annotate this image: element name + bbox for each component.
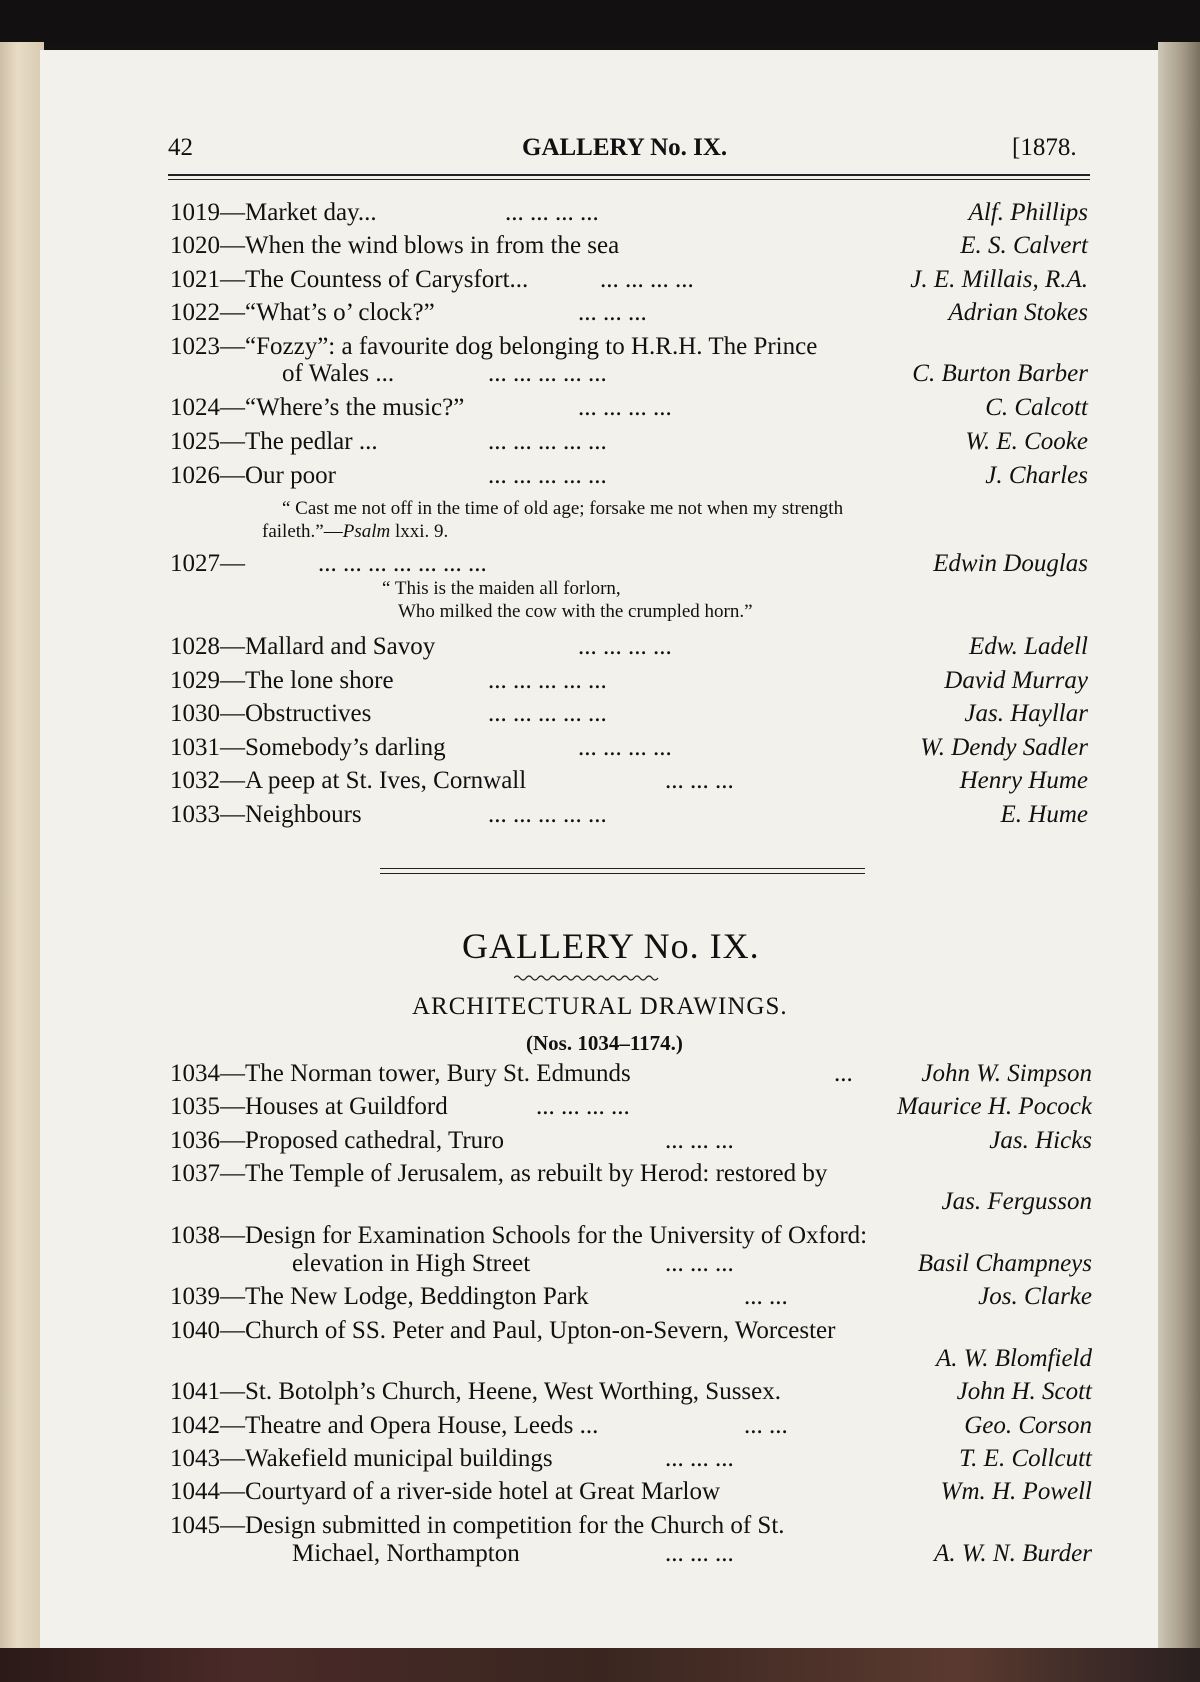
leader-dots: ... ... ... ...: [600, 266, 694, 293]
artist-name: Henry Hume: [959, 767, 1088, 794]
artist-name: W. E. Cooke: [965, 428, 1088, 455]
leader-dots: ... ... ... ...: [578, 734, 672, 761]
quotation-line: “ This is the maiden all forlorn,: [382, 578, 621, 599]
catalogue-entry: 1040—Church of SS. Peter and Paul, Upton-on-Severn, Worcester: [170, 1317, 836, 1344]
leader-dots: ... ... ... ... ...: [488, 462, 607, 489]
artist-name: Wm. H. Powell: [940, 1478, 1092, 1505]
book-cover-edge: [0, 1648, 1200, 1682]
catalogue-entry-continuation: Michael, Northampton: [292, 1540, 520, 1567]
leader-dots: ... ...: [744, 1283, 788, 1310]
artist-name: A. W. Blomfield: [935, 1345, 1092, 1372]
artist-name: E. S. Calvert: [960, 232, 1088, 259]
artist-name: Geo. Corson: [964, 1412, 1092, 1439]
artist-name: John H. Scott: [956, 1378, 1092, 1405]
heading-wavy-rule: [514, 974, 660, 982]
leader-dots: ... ... ...: [665, 767, 734, 794]
artist-name: Adrian Stokes: [948, 299, 1088, 326]
artist-name: E. Hume: [1000, 801, 1088, 828]
artist-name: A. W. N. Burder: [934, 1540, 1092, 1567]
catalogue-entry: 1033—Neighbours: [170, 801, 362, 828]
catalogue-entry: 1043—Wakefield municipal buildings: [170, 1445, 553, 1472]
artist-name: C. Calcott: [985, 394, 1088, 421]
artist-name: Edwin Douglas: [933, 550, 1088, 577]
top-shadow-band: [0, 0, 1200, 42]
artist-name: David Murray: [944, 667, 1088, 694]
artist-name: C. Burton Barber: [912, 360, 1088, 387]
catalogue-entry: 1032—A peep at St. Ives, Cornwall: [170, 767, 527, 794]
catalogue-entry: 1020—When the wind blows in from the sea: [170, 232, 620, 259]
catalogue-entry: 1026—Our poor: [170, 462, 336, 489]
catalogue-entry: 1029—The lone shore: [170, 667, 394, 694]
artist-name: Jos. Clarke: [978, 1283, 1092, 1310]
quotation-text: faileth.”—: [262, 521, 343, 542]
section-subtitle: ARCHITECTURAL DRAWINGS.: [412, 993, 788, 1020]
header-rule-lower: [168, 179, 1090, 180]
leader-dots: ... ... ... ...: [578, 633, 672, 660]
catalogue-entry: 1019—Market day...: [170, 199, 377, 226]
leader-dots: ... ... ...: [665, 1250, 734, 1277]
page-number: 42: [168, 134, 193, 161]
catalogue-entry: 1028—Mallard and Savoy: [170, 633, 436, 660]
artist-name: J. E. Millais, R.A.: [910, 266, 1088, 293]
leader-dots: ... ... ... ... ...: [488, 428, 607, 455]
quotation-line: Who milked the cow with the crumpled horn.”: [398, 601, 753, 622]
catalogue-entry: 1037—The Temple of Jerusalem, as rebuilt by Herod: restored by: [170, 1160, 828, 1187]
catalogue-entry: 1025—The pedlar ...: [170, 428, 378, 455]
artist-name: Jas. Fergusson: [941, 1188, 1092, 1215]
artist-name: J. Charles: [985, 462, 1088, 489]
page-edge-shadow: [1158, 42, 1200, 1648]
catalogue-entry: 1038—Design for Examination Schools for the University of Oxford:: [170, 1222, 868, 1249]
quotation-reference: lxxi. 9.: [390, 521, 449, 542]
running-year: [1878.: [1012, 134, 1077, 161]
artist-name: W. Dendy Sadler: [920, 734, 1088, 761]
artist-name: Maurice H. Pocock: [896, 1093, 1092, 1120]
leader-dots: ...: [834, 1060, 853, 1087]
leader-dots: ... ... ... ...: [536, 1093, 630, 1120]
leader-dots: ... ... ... ... ... ... ...: [318, 550, 487, 577]
leader-dots: ... ... ...: [665, 1540, 734, 1567]
artist-name: John W. Simpson: [921, 1060, 1092, 1087]
book-gutter: [0, 42, 44, 1648]
leader-dots: ... ... ... ...: [505, 199, 599, 226]
catalogue-entry: 1034—The Norman tower, Bury St. Edmunds: [170, 1060, 631, 1087]
catalogue-entry: 1036—Proposed cathedral, Truro: [170, 1127, 504, 1154]
quotation-line: “ Cast me not off in the time of old age; forsake me not when my strength: [282, 498, 844, 519]
catalogue-entry: 1024—“Where’s the music?”: [170, 394, 465, 421]
section-divider-lower: [380, 873, 865, 874]
leader-dots: ... ... ... ...: [578, 394, 672, 421]
catalogue-entry: 1030—Obstructives: [170, 700, 372, 727]
catalogue-entry: 1022—“What’s o’ clock?”: [170, 299, 435, 326]
catalogue-entry: 1041—St. Botolph’s Church, Heene, West Worthing, Sussex.: [170, 1378, 782, 1405]
catalogue-entry: 1031—Somebody’s darling: [170, 734, 446, 761]
leader-dots: ... ... ... ... ...: [488, 700, 607, 727]
header-rule-upper: [168, 174, 1090, 176]
leader-dots: ... ...: [744, 1412, 788, 1439]
leader-dots: ... ... ... ... ...: [488, 360, 607, 387]
catalogue-entry: 1027—: [170, 550, 245, 577]
leader-dots: ... ... ...: [665, 1127, 734, 1154]
catalogue-entry: 1042—Theatre and Opera House, Leeds ...: [170, 1412, 599, 1439]
artist-name: Jas. Hayllar: [964, 700, 1088, 727]
artist-name: Edw. Ladell: [969, 633, 1088, 660]
artist-name: Alf. Phillips: [968, 199, 1088, 226]
section-divider-upper: [380, 868, 865, 869]
leader-dots: ... ... ...: [665, 1445, 734, 1472]
catalogue-entry: 1023—“Fozzy”: a favourite dog belonging to H.R.H. The Prince: [170, 333, 818, 360]
leader-dots: ... ... ... ... ...: [488, 667, 607, 694]
section-heading: GALLERY No. IX.: [462, 926, 760, 966]
artist-name: Basil Champneys: [917, 1250, 1092, 1277]
quotation-source: Psalm: [342, 521, 391, 542]
catalogue-entry: 1021—The Countess of Carysfort...: [170, 266, 529, 293]
leader-dots: ... ... ...: [578, 299, 647, 326]
catalogue-entry-continuation: elevation in High Street: [292, 1250, 531, 1277]
artist-name: T. E. Collcutt: [959, 1445, 1092, 1472]
catalogue-entry: 1044—Courtyard of a river-side hotel at Great Marlow: [170, 1478, 721, 1505]
quotation-line: [262, 521, 448, 543]
section-number-range: (Nos. 1034–1174.): [526, 1031, 683, 1055]
catalogue-entry: 1039—The New Lodge, Beddington Park: [170, 1283, 589, 1310]
running-title: GALLERY No. IX.: [522, 134, 728, 161]
catalogue-entry: 1045—Design submitted in competition for the Church of St.: [170, 1512, 785, 1539]
leader-dots: ... ... ... ... ...: [488, 801, 607, 828]
catalogue-entry-continuation: of Wales ...: [282, 360, 395, 387]
catalogue-entry: 1035—Houses at Guildford: [170, 1093, 448, 1120]
artist-name: Jas. Hicks: [989, 1127, 1092, 1154]
